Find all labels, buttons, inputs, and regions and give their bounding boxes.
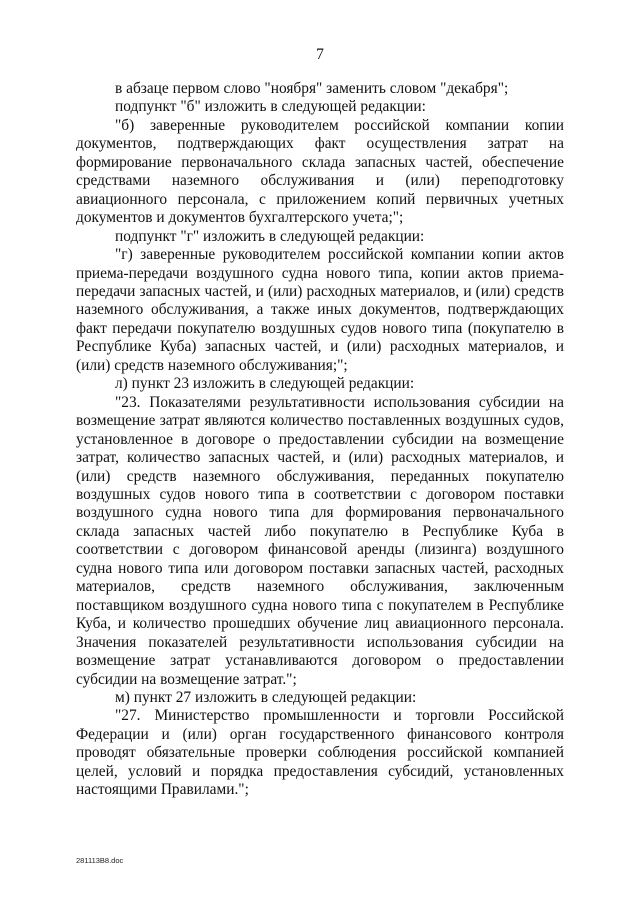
paragraph-9: "27. Министерство промышленности и торговли Российской Федерации и (или) орган государственного финансового контроля проводят обязательные проверки соблюдения российской компанией целей, условий и порядка предоставления субсидий, установленных настоящими Правилами."; — [76, 707, 564, 799]
paragraph-4: подпункт "г" изложить в следующей редакции: — [115, 227, 425, 245]
page-number: 7 — [316, 46, 324, 63]
paragraph-2: подпункт "б" изложить в следующей редакции: — [115, 98, 426, 116]
paragraph-1: в абзаце первом слово "ноября" заменить словом "декабря"; — [115, 80, 509, 97]
paragraph-7: "23. Показателями результативности использования субсидии на возмещение затрат являются количество поставленных воздушных судов, установленное в договоре о предоставлении субсидии на возмещение затрат, количество запасных частей, и (или) расходных материалов, и (или) средств наземного обслуживания, переданных покупателю воздушных судов нового типа в соответствии с договором поставки воздушного судна нового типа для формирования первоначального склада запасных частей либо покупателю в Республике Куба в соответствии с договором финансовой аренды (лизинга) воздушного судна нового типа или договором поставки запасных частей, расходных материалов, средств наземного обслуживания, заключенным поставщиком воздушного судна нового типа с покупателем в Республике Куба, и количество прошедших обучение лиц авиационного персонала. Значения показателей результативности использования субсидии на возмещение затрат устанавливаются договором о предоставлении субсидии на возмещение затрат."; — [76, 393, 564, 688]
paragraph-5: "г) заверенные руководителем российской компании копии актов приема-передачи воздушного судна нового типа, копии актов приема-передачи запасных частей, и (или) расходных материалов, и (или) средств наземного обслуживания, а также иных документов, подтверждающих факт передачи покупателю воздушных судов нового типа (покупателю в Республике Куба) запасных частей, и (или) расходных материалов, и (или) средств наземного обслуживания;"; — [76, 246, 564, 374]
paragraph-8: м) пункт 27 изложить в следующей редакции: — [115, 688, 417, 706]
document-body — [76, 80, 564, 800]
paragraph-6: л) пункт 23 изложить в следующей редакции: — [115, 375, 415, 393]
paragraph-3: "б) заверенные руководителем российской компании копии документов, подтверждающих факт осуществления затрат на формирование первоначального склада запасных частей, обеспечение средствами наземного обслуживания и (или) переподготовку авиационного персонала, с приложением копий первичных учетных документов и документов бухгалтерского учета;"; — [76, 116, 564, 227]
file-name-footer: 281113B8.doc — [76, 856, 124, 865]
